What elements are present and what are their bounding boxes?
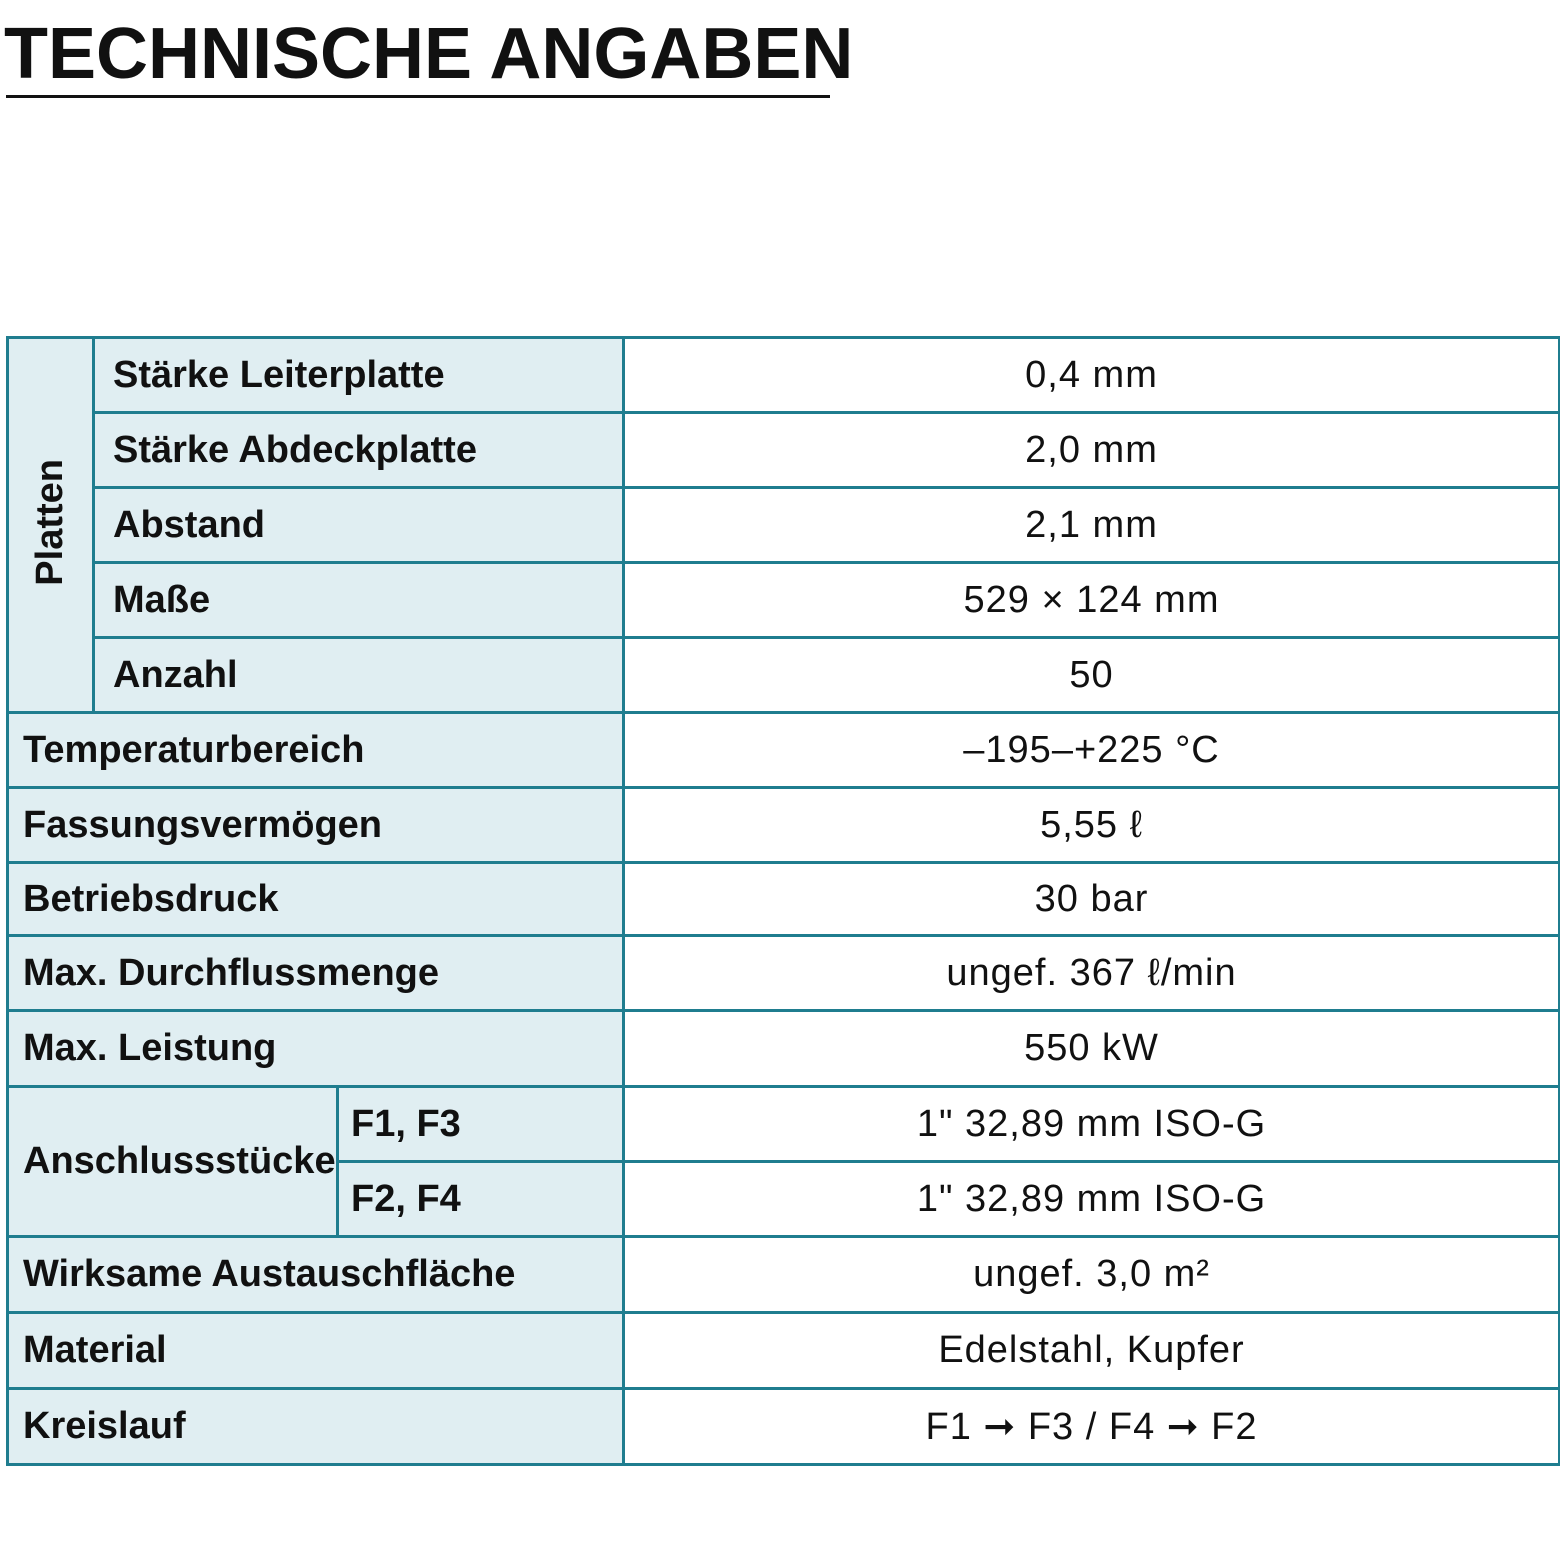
row-value: ungef. 3,0 m² xyxy=(624,1237,1560,1313)
table-row xyxy=(8,563,1560,638)
row-label: Material xyxy=(8,1313,624,1389)
table-row xyxy=(8,413,1560,488)
row-value: 1" 32,89 mm ISO-G xyxy=(624,1162,1560,1237)
row-value: Edelstahl, Kupfer xyxy=(624,1313,1560,1389)
row-label: F2, F4 xyxy=(338,1162,624,1237)
row-value: 0,4 mm xyxy=(624,338,1560,413)
row-value: F1 ➞ F3 / F4 ➞ F2 xyxy=(624,1389,1560,1465)
row-value: 5,55 ℓ xyxy=(624,788,1560,863)
row-value: –195–+225 °C xyxy=(624,713,1560,788)
anschluss-group-label: Anschlussstücke xyxy=(8,1087,338,1237)
table-row xyxy=(8,788,1560,863)
row-value: 30 bar xyxy=(624,863,1560,936)
table-row xyxy=(8,1237,1560,1313)
table-row xyxy=(8,1087,1560,1162)
row-label: Betriebsdruck xyxy=(8,863,624,936)
row-value: 550 kW xyxy=(624,1011,1560,1087)
table-row xyxy=(8,713,1560,788)
platten-label: Platten xyxy=(29,459,71,586)
row-label: Wirksame Austauschfläche xyxy=(8,1237,624,1313)
row-value: ungef. 367 ℓ/min xyxy=(624,936,1560,1011)
row-label: Max. Leistung xyxy=(8,1011,624,1087)
row-label: Anzahl xyxy=(94,638,624,713)
platten-group-label xyxy=(8,338,94,713)
row-label: Abstand xyxy=(94,488,624,563)
table-row xyxy=(8,338,1560,413)
table-row xyxy=(8,936,1560,1011)
specs-table xyxy=(6,336,1560,1466)
row-label: Stärke Leiterplatte xyxy=(94,338,624,413)
row-label: Fassungsvermögen xyxy=(8,788,624,863)
row-value: 2,1 mm xyxy=(624,488,1560,563)
table-row xyxy=(8,863,1560,936)
row-label: Maße xyxy=(94,563,624,638)
table-row xyxy=(8,638,1560,713)
row-label: F1, F3 xyxy=(338,1087,624,1162)
row-value: 1" 32,89 mm ISO-G xyxy=(624,1087,1560,1162)
table-row xyxy=(8,1011,1560,1087)
title-underline xyxy=(6,95,830,98)
row-value: 50 xyxy=(624,638,1560,713)
row-value: 529 × 124 mm xyxy=(624,563,1560,638)
row-label: Kreislauf xyxy=(8,1389,624,1465)
row-label: Temperaturbereich xyxy=(8,713,624,788)
row-label: Max. Durchflussmenge xyxy=(8,936,624,1011)
page-title: TECHNISCHE ANGABEN xyxy=(4,14,854,94)
table-row xyxy=(8,488,1560,563)
row-label: Stärke Abdeckplatte xyxy=(94,413,624,488)
table-row xyxy=(8,1389,1560,1465)
row-value: 2,0 mm xyxy=(624,413,1560,488)
table-row xyxy=(8,1313,1560,1389)
